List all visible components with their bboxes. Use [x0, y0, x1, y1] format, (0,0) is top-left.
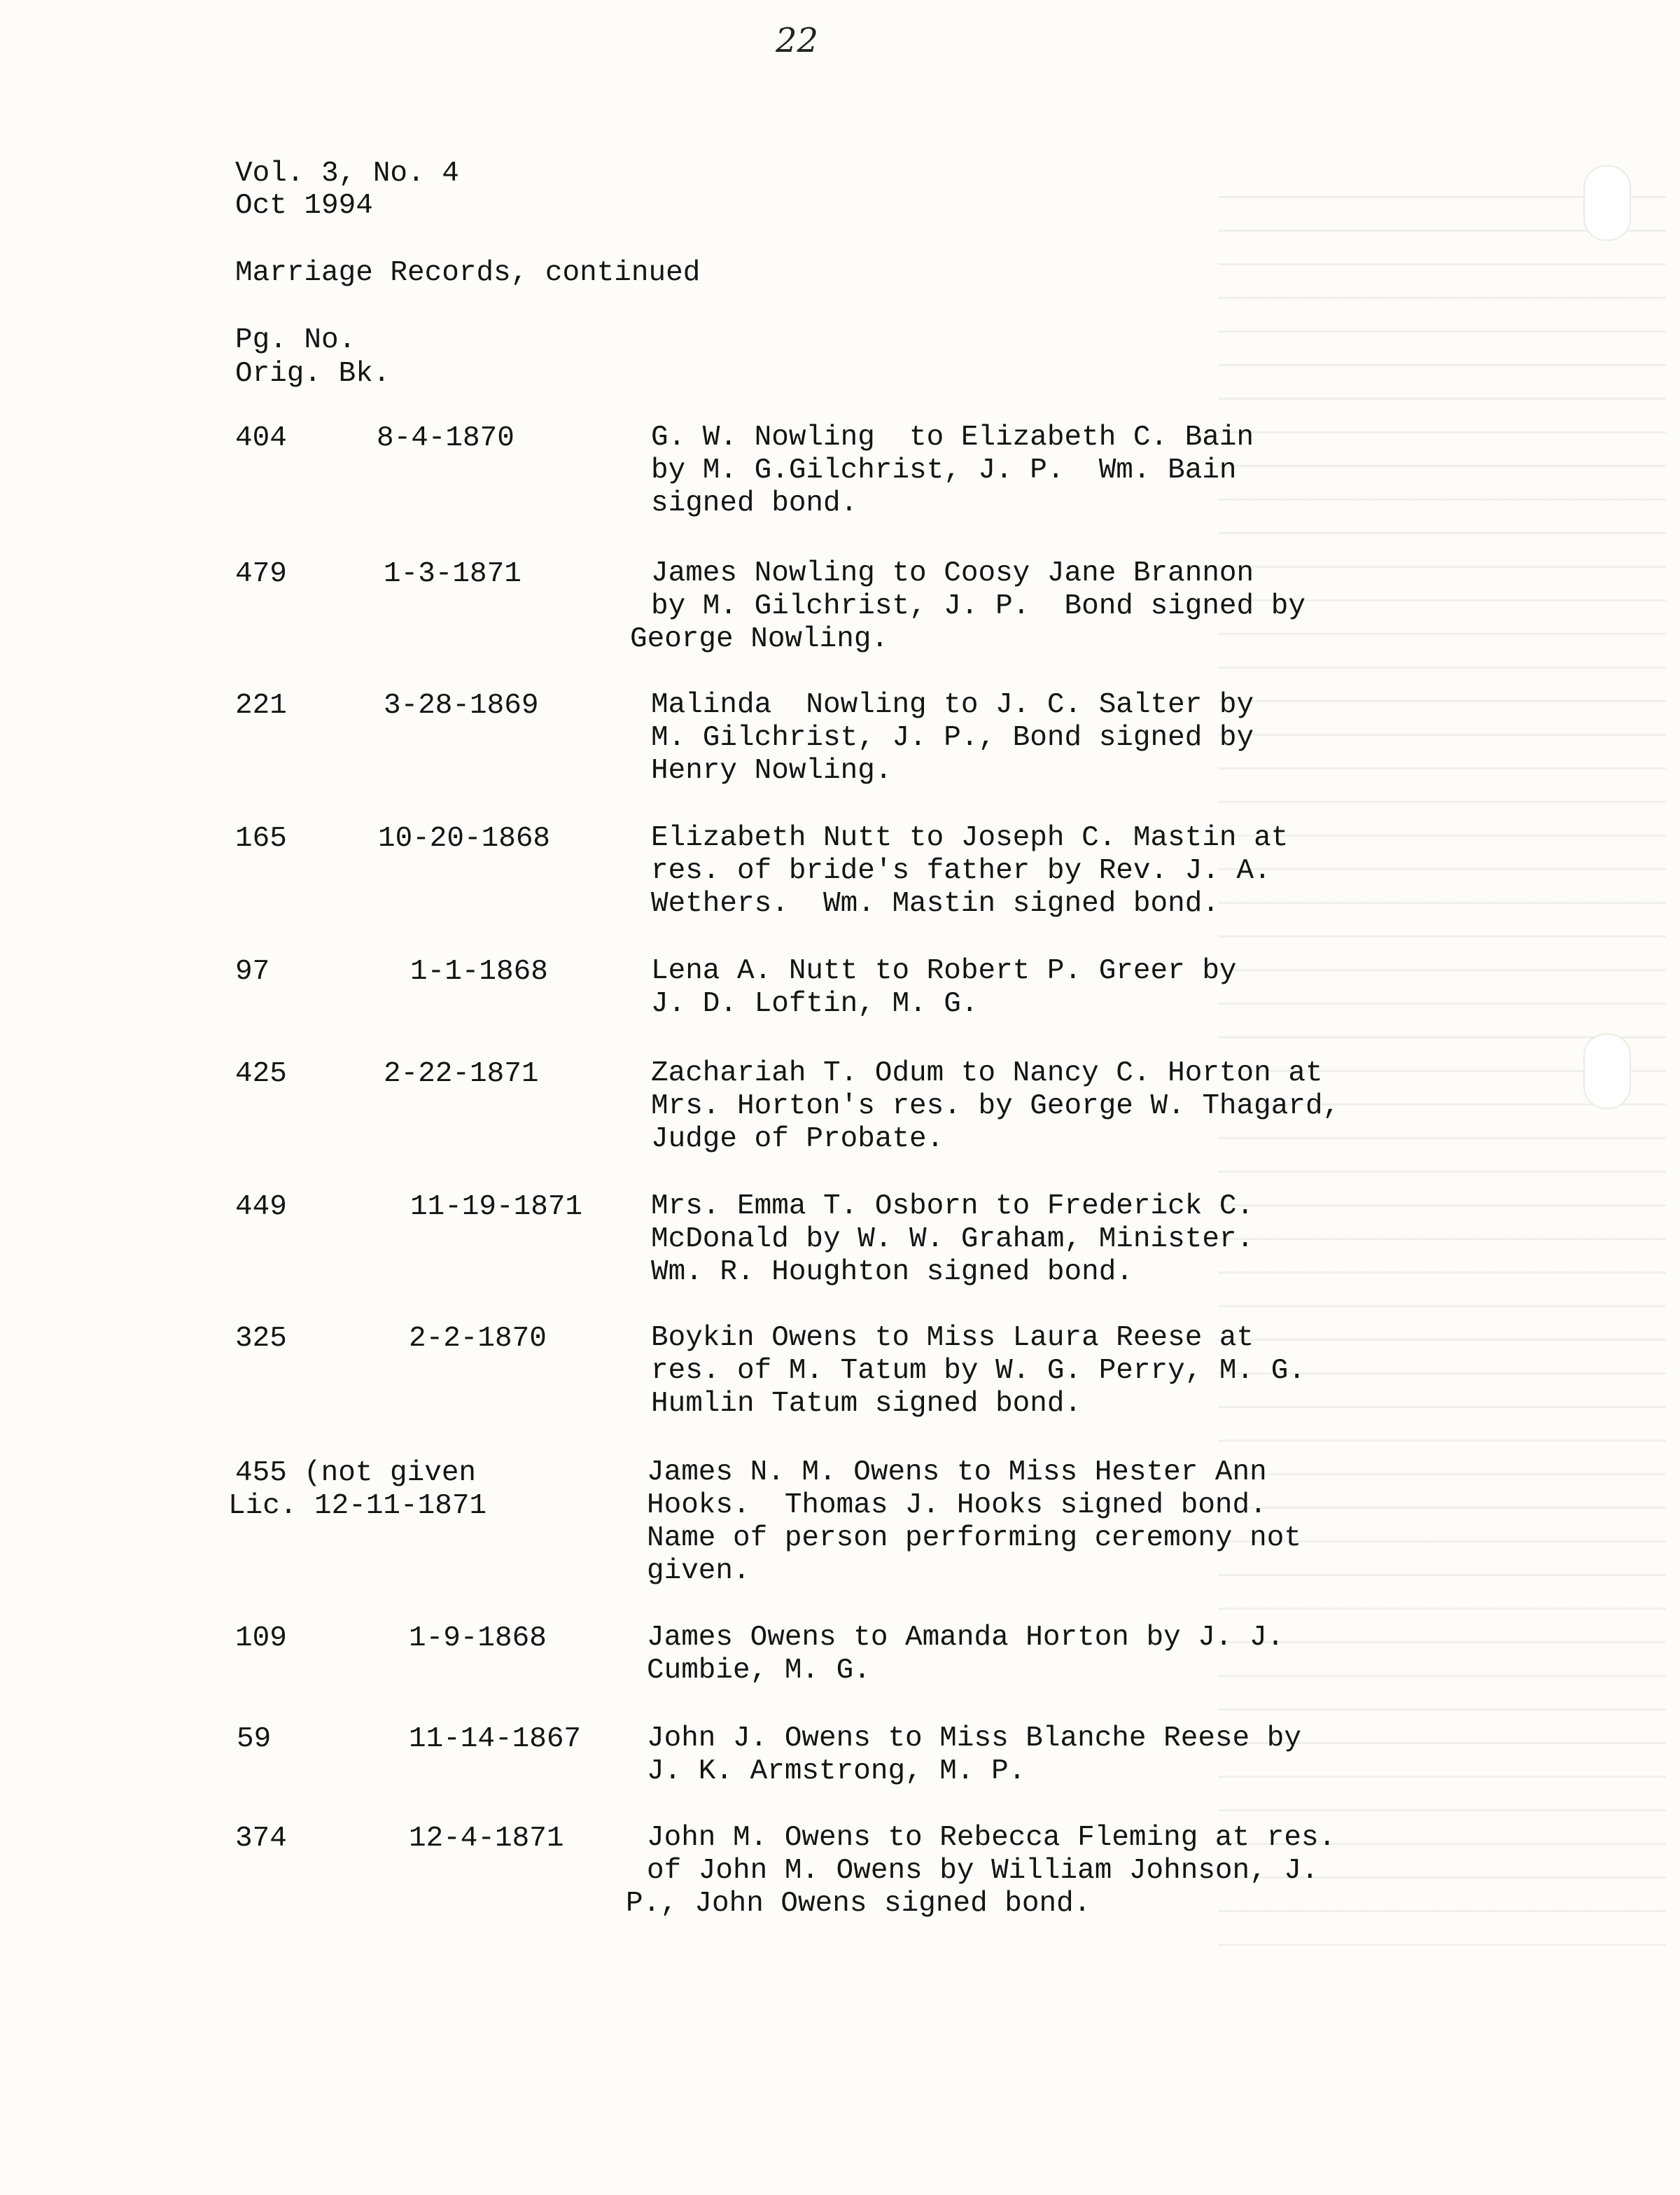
record-text-line: Name of person performing ceremony not: [647, 1522, 1301, 1554]
record-page-number: 109: [235, 1622, 287, 1654]
record-text-line: given.: [647, 1555, 750, 1587]
record-text-line: Cumbie, M. G.: [647, 1654, 871, 1687]
record-text-line: Elizabeth Nutt to Joseph C. Mastin at: [651, 822, 1289, 854]
record-text-line: Henry Nowling.: [651, 755, 892, 787]
record-text-line: J. D. Loftin, M. G.: [651, 988, 979, 1020]
record-text-line: J. K. Armstrong, M. P.: [647, 1755, 1026, 1788]
volume-line: Vol. 3, No. 4: [235, 158, 459, 190]
record-date: 11-14-1867: [409, 1723, 582, 1755]
section-title: Marriage Records, continued: [235, 257, 701, 289]
record-date: 2-22-1871: [384, 1058, 539, 1090]
record-date: 11-19-1871: [410, 1191, 583, 1223]
record-text-line: George Nowling.: [630, 623, 889, 655]
punch-hole-top: [1583, 165, 1631, 241]
record-page-number: 165: [235, 823, 287, 855]
record-text-line: P., John Owens signed bond.: [626, 1888, 1091, 1920]
record-date: 3-28-1869: [384, 690, 539, 722]
record-text-line: Mrs. Emma T. Osborn to Frederick C.: [651, 1190, 1254, 1222]
record-page-number: 455: [235, 1457, 287, 1489]
record-date: 8-4-1870: [377, 422, 514, 454]
record-text-line: John J. Owens to Miss Blanche Reese by: [647, 1722, 1301, 1755]
record-page-number: 59: [237, 1723, 272, 1755]
record-date: 1-3-1871: [384, 558, 522, 590]
record-date: 1-9-1868: [409, 1622, 547, 1654]
record-page-number: 479: [235, 558, 287, 590]
record-date: (not given: [304, 1457, 477, 1489]
record-text-line: James Owens to Amanda Horton by J. J.: [647, 1622, 1284, 1654]
record-page-number: 425: [235, 1058, 287, 1090]
record-date: 1-1-1868: [410, 956, 548, 988]
record-text-line: by M. G.Gilchrist, J. P. Wm. Bain: [651, 454, 1237, 487]
issue-date: Oct 1994: [235, 190, 373, 222]
record-text-line: Wethers. Wm. Mastin signed bond.: [651, 888, 1219, 920]
record-text-line: James N. M. Owens to Miss Hester Ann: [647, 1456, 1267, 1489]
record-text-line: Judge of Probate.: [651, 1123, 944, 1155]
column-label-original-book: Orig. Bk.: [235, 358, 391, 390]
record-date: 12-4-1871: [409, 1823, 564, 1855]
record-text-line: John M. Owens to Rebecca Fleming at res.: [647, 1822, 1336, 1854]
record-text-line: Humlin Tatum signed bond.: [651, 1388, 1082, 1420]
record-text-line: of John M. Owens by William Johnson, J.: [647, 1855, 1319, 1887]
punch-hole-middle: [1583, 1033, 1631, 1109]
record-date: 10-20-1868: [378, 823, 551, 855]
record-page-number: 449: [235, 1191, 287, 1223]
record-text-line: Hooks. Thomas J. Hooks signed bond.: [647, 1489, 1267, 1521]
record-text-line: G. W. Nowling to Elizabeth C. Bain: [651, 421, 1254, 454]
column-label-page-number: Pg. No.: [235, 324, 356, 356]
record-license-date: Lic. 12-11-1871: [228, 1490, 487, 1522]
record-date: 2-2-1870: [409, 1323, 547, 1355]
record-text-line: Wm. R. Houghton signed bond.: [651, 1256, 1133, 1288]
record-page-number: 374: [235, 1823, 287, 1855]
record-text-line: Mrs. Horton's res. by George W. Thagard,: [651, 1090, 1340, 1122]
record-page-number: 404: [235, 422, 287, 454]
record-page-number: 325: [235, 1323, 287, 1355]
record-text-line: Boykin Owens to Miss Laura Reese at: [651, 1322, 1254, 1354]
record-text-line: Lena A. Nutt to Robert P. Greer by: [651, 955, 1237, 987]
record-page-number: 97: [235, 956, 270, 988]
record-text-line: James Nowling to Coosy Jane Brannon: [651, 557, 1254, 590]
record-text-line: res. of M. Tatum by W. G. Perry, M. G.: [651, 1355, 1306, 1387]
record-text-line: Malinda Nowling to J. C. Salter by: [651, 689, 1254, 721]
record-text-line: by M. Gilchrist, J. P. Bond signed by: [651, 590, 1306, 622]
record-text-line: Zachariah T. Odum to Nancy C. Horton at: [651, 1057, 1323, 1089]
record-page-number: 221: [235, 690, 287, 722]
page-number: 22: [776, 21, 819, 60]
record-text-line: M. Gilchrist, J. P., Bond signed by: [651, 722, 1254, 754]
record-text-line: McDonald by W. W. Graham, Minister.: [651, 1223, 1254, 1255]
record-text-line: res. of bride's father by Rev. J. A.: [651, 855, 1271, 887]
record-text-line: signed bond.: [651, 487, 858, 520]
